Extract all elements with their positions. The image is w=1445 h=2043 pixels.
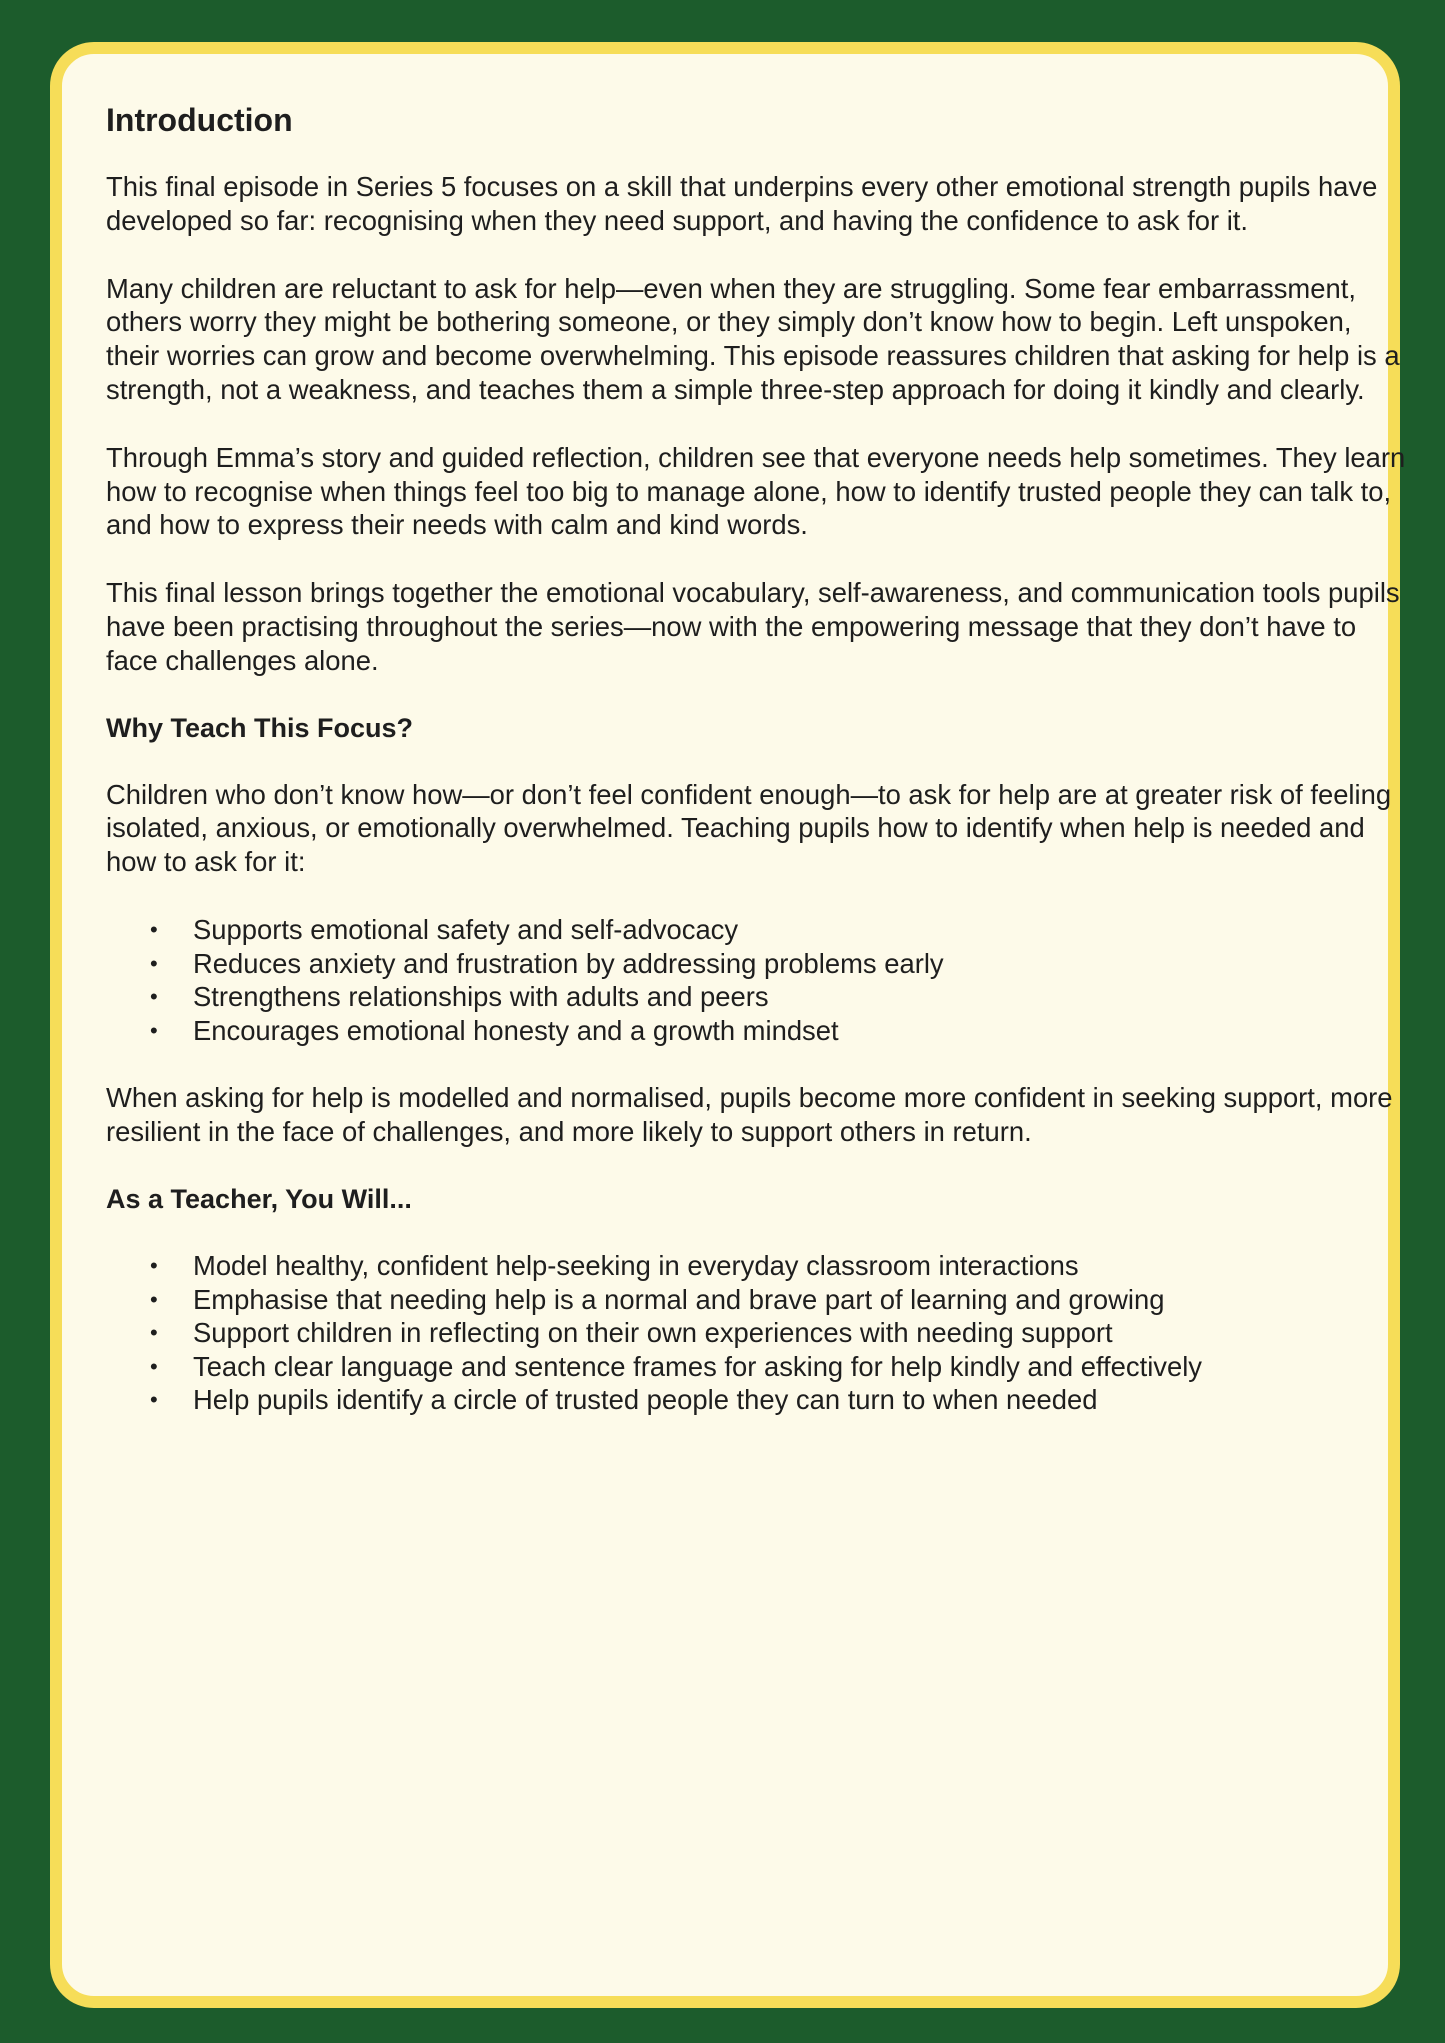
teacher-list (106, 1249, 1406, 1417)
intro-paragraph-1: This final episode in Series 5 focuses on a skill that underpins every other emotional strength pupils have developed so far: recognising when they need support, and having the confidence to ask for it. (106, 171, 1378, 236)
why-teach-heading: Why Teach This Focus? (106, 712, 414, 743)
why-teach-closing: When asking for help is modelled and normalised, pupils become more confident in seeking support, more resilient in the face of challenges, and more likely to support others in return. (106, 1082, 1393, 1148)
bullet-icon: • (150, 984, 158, 1010)
bullet-icon: • (150, 950, 158, 976)
document-body (106, 98, 1406, 1417)
list-item: • Teach clear language and sentence frames for asking for help kindly and effectively (150, 1350, 1202, 1382)
bullet-icon: • (150, 1252, 158, 1278)
list-item: • Help pupils identify a circle of trusted people they can turn to when needed (150, 1384, 1098, 1416)
introduction-heading: Introduction (106, 102, 293, 138)
list-item: • Emphasise that needing help is a normal and brave part of learning and growing (150, 1283, 1165, 1315)
bullet-icon: • (150, 1320, 158, 1346)
why-teach-list (106, 913, 1406, 1047)
teacher-heading: As a Teacher, You Will... (106, 1183, 412, 1214)
bullet-icon: • (150, 916, 158, 942)
intro-paragraph-2: Many children are reluctant to ask for help—even when they are struggling. Some fear embarrassment, others worry they might be bothering someone, or they simply don’t know how to begin. Left unspoken, their worries can grow and become overwhelming. This episode reassures children that asking for help is a strength, not a weakness, and teaches them a simple three-step approach for doing it kindly and clearly. (106, 272, 1400, 405)
list-item: • Strengthens relationships with adults and peers (150, 981, 769, 1013)
list-item: • Support children in reflecting on their own experiences with needing support (150, 1317, 1113, 1349)
list-item: • Encourages emotional honesty and a growth mindset (150, 1014, 839, 1046)
list-item: • Model healthy, confident help-seeking in everyday classroom interactions (150, 1249, 1079, 1281)
bullet-icon: • (150, 1387, 158, 1413)
intro-paragraph-3: Through Emma’s story and guided reflection, children see that everyone needs help sometimes. They learn how to recognise when things feel too big to manage alone, how to identify trusted people they can talk to, and how to express their needs with calm and kind words. (106, 441, 1406, 541)
intro-paragraph-4: This final lesson brings together the emotional vocabulary, self-awareness, and communication tools pupils have been practising throughout the series—now with the empowering message that they don’t have to face challenges alone. (106, 577, 1400, 676)
bullet-icon: • (150, 1353, 158, 1379)
why-teach-lead: Children who don’t know how—or don’t feel confident enough—to ask for help are at greater risk of feeling isolated, anxious, or emotionally overwhelmed. Teaching pupils how to identify when help is needed and how to ask for it: (106, 778, 1392, 878)
list-item: • Reduces anxiety and frustration by addressing problems early (150, 947, 944, 979)
bullet-icon: • (150, 1017, 158, 1043)
bullet-icon: • (150, 1286, 158, 1312)
list-item: • Supports emotional safety and self-advocacy (150, 913, 739, 945)
